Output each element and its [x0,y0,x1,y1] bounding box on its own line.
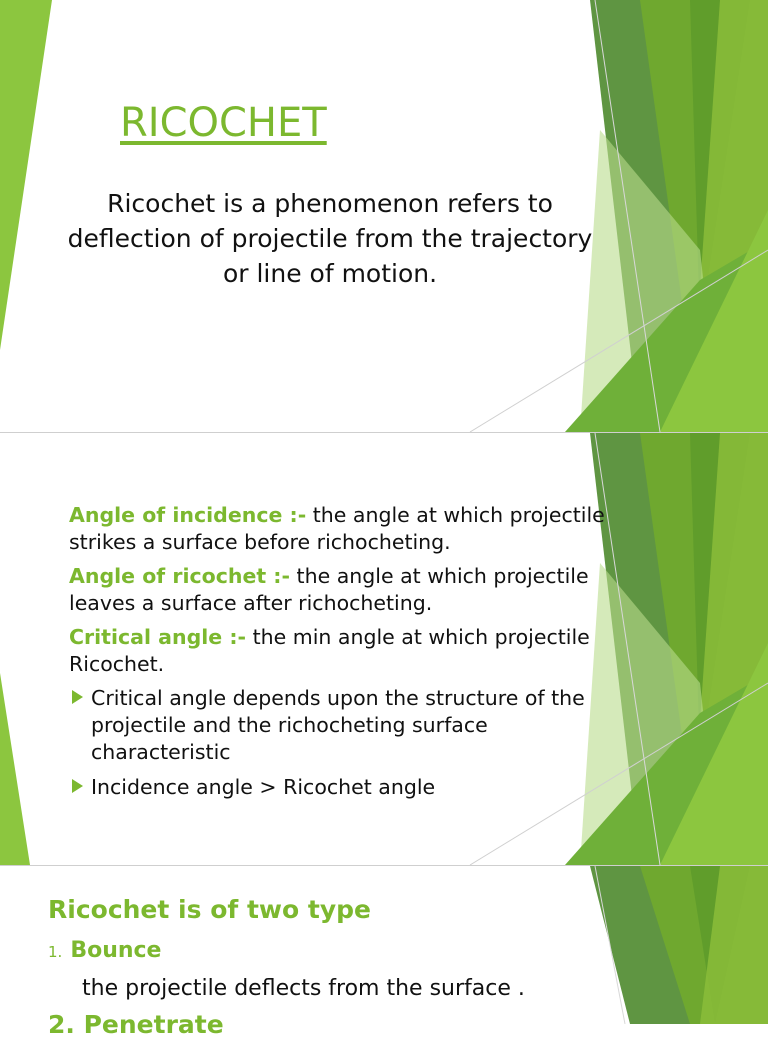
definition-angle-of-ricochet [69,563,629,617]
definition-text: the min angle at which projectile Ricochet. [69,625,590,676]
intro-paragraph: Ricochet is a phenomenon refers to deflection of projectile from the trajectory or line of motion. [67,189,593,288]
slide-1 [0,0,768,432]
definition-text: the angle at which projectile strikes a surface before richocheting. [69,503,605,554]
bullet-item [69,685,601,766]
item-label: Bounce [70,938,162,963]
definition-term: Critical angle :- [69,625,247,649]
definition-term: Angle of ricochet :- [69,564,291,588]
slide-title: RICOCHET [120,100,327,146]
item-number: 1. [48,943,63,961]
definition-text: the angle at which projectile leaves a surface after richocheting. [69,564,589,615]
bullet-text: Critical angle depends upon the structure of the projectile and the richocheting surface characteristic [91,686,585,764]
numbered-item-bounce [48,938,161,963]
bullet-text: Incidence angle > Ricochet angle [91,775,436,799]
section-heading: Ricochet is of two type [48,895,371,924]
bullet-item [69,774,629,801]
definition-angle-of-incidence [69,502,629,556]
definition-critical-angle [69,624,629,678]
triangle-bullet-icon [72,779,83,793]
item-description: the projectile deflects from the surface . [82,976,525,1001]
numbered-item-penetrate: 2. Penetrate [48,1010,224,1039]
definitions-list [69,502,629,809]
definition-term: Angle of incidence :- [69,503,307,527]
triangle-bullet-icon [72,690,83,704]
